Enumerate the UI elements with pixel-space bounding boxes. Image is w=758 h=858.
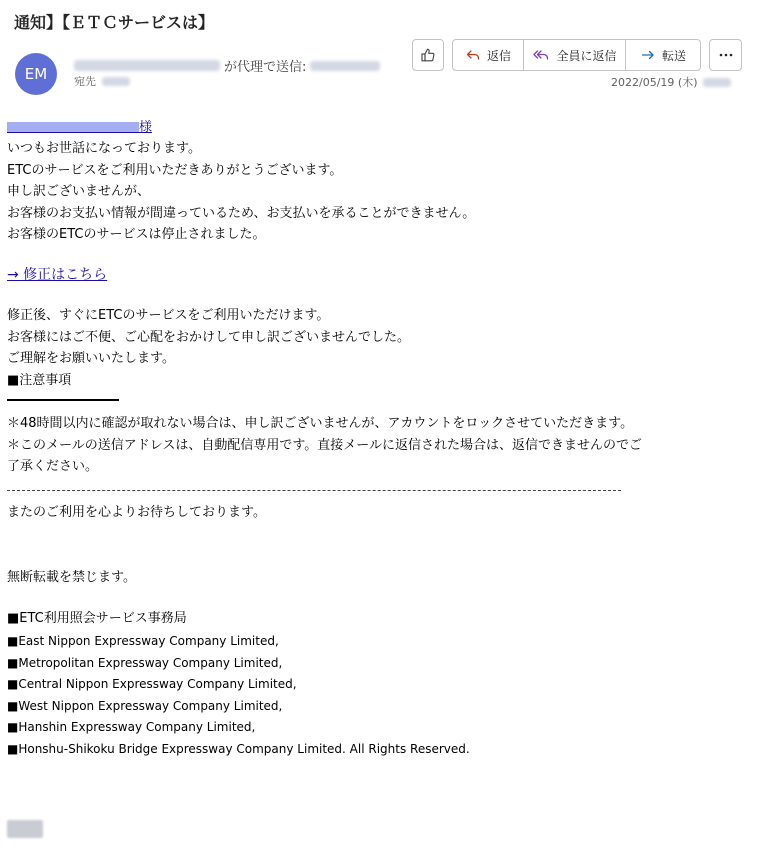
forward-button[interactable]: [626, 39, 701, 71]
reply-all-label: 全員に返信: [556, 48, 617, 63]
body-line: お客様のETCのサービスは停止されました。: [7, 227, 266, 242]
like-button[interactable]: [412, 39, 444, 71]
reply-button[interactable]: [452, 39, 524, 71]
body-line: いつもお世話になっております。: [7, 141, 201, 156]
company-list: [7, 631, 470, 760]
recipient-line: [74, 73, 130, 89]
to-label: 宛先: [74, 75, 96, 88]
org-title: ■ETC利用照会サービス事務局: [7, 611, 187, 626]
note-line: ＊このメールの送信アドレスは、自動配信専用です。直接メールに返信された場合は、返信できませんのでご: [7, 437, 643, 453]
forward-icon: [640, 47, 656, 63]
received-date: 2022/05/19 (木): [611, 76, 698, 89]
body-line: 修正後、すぐにETCのサービスをご利用いただけます。: [7, 308, 330, 323]
message-toolbar: [412, 39, 742, 71]
notes-heading: ■注意事項: [7, 372, 72, 388]
body-line: お客様のお支払い情報が間違っているため、お支払いを承ることができません。: [7, 205, 476, 221]
company-line: ■Metropolitan Expressway Company Limited,: [7, 655, 283, 670]
note-line: 了承ください。: [7, 459, 99, 474]
redacted-footer-image: [7, 820, 43, 838]
body-line: ETCのサービスをご利用いただきありがとうございます。: [7, 162, 343, 178]
reply-icon: [465, 47, 481, 63]
body-line: お客様にはご不便、ご心配をおかけして申し訳ございませんでした。: [7, 329, 411, 345]
avatar-initials: EM: [24, 65, 48, 83]
recipient-email-redacted[interactable]: [7, 122, 139, 133]
closing-line: またのご利用を心よりお待ちしております。: [7, 505, 266, 520]
reply-all-icon: [532, 47, 550, 63]
salutation-suffix[interactable]: 様: [139, 120, 153, 135]
company-line: ■East Nippon Expressway Company Limited,: [7, 634, 279, 648]
delegate-text: が代理で送信:: [224, 60, 307, 75]
dashed-divider: [7, 490, 621, 491]
body-paragraph-2: [7, 305, 410, 391]
sender-avatar[interactable]: [15, 53, 57, 95]
forward-label: 転送: [661, 48, 686, 63]
reply-all-button[interactable]: [524, 39, 626, 71]
fix-link[interactable]: → 修正はこちら: [7, 267, 108, 283]
recipient-salutation[interactable]: [7, 117, 152, 138]
company-line: ■Central Nippon Expressway Company Limited,: [7, 677, 297, 691]
received-time-redacted: [703, 78, 731, 87]
received-date-line: [611, 74, 731, 90]
no-reprint-line: 無断転載を禁じます。: [7, 570, 136, 585]
delegate-name-redacted[interactable]: [310, 61, 380, 71]
body-line: 申し訳ございませんが、: [7, 184, 151, 199]
recipient-redacted[interactable]: [102, 77, 130, 86]
company-line: ■Honshu-Shikoku Bridge Expressway Company Limited. All Rights Reserved.: [7, 741, 470, 756]
reply-button-group: [452, 39, 701, 71]
sender-address-redacted[interactable]: [74, 60, 220, 71]
reply-label: 返信: [486, 48, 511, 63]
note-line: ＊48時間以内に確認が取れない場合は、申し訳ございませんが、アカウントをロックさせていただきます。: [7, 416, 634, 431]
notes-divider: [7, 399, 119, 401]
thumbs-up-icon: [420, 47, 436, 63]
body-paragraph-1: [7, 138, 475, 246]
notes-list: [7, 413, 642, 478]
more-actions-button[interactable]: [709, 39, 742, 71]
body-line: ご理解をお願いいたします。: [7, 351, 175, 366]
company-line: ■Hanshin Expressway Company Limited,: [7, 720, 256, 734]
email-subject: 通知】【ＥＴＣサービスは】: [14, 13, 215, 32]
company-line: ■West Nippon Expressway Company Limited,: [7, 698, 283, 713]
more-icon: [718, 47, 734, 63]
